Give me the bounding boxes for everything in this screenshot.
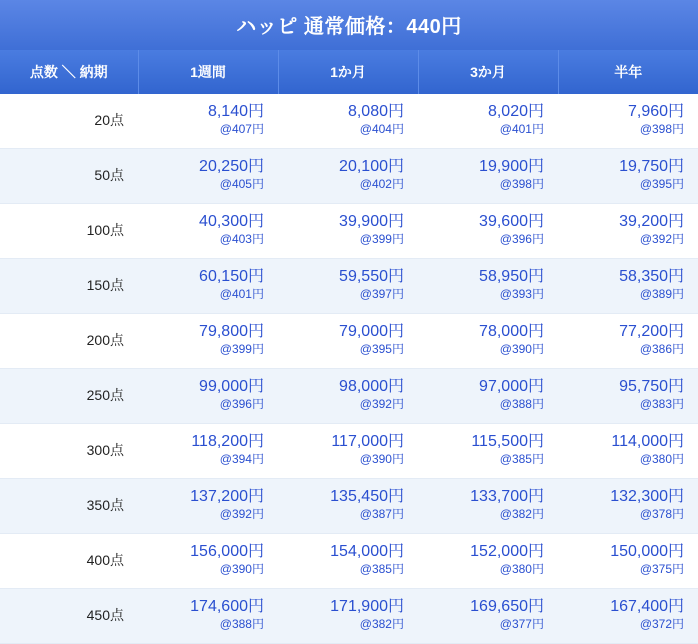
price-total: 152,000円 <box>470 542 544 560</box>
price-unit: @380円 <box>639 452 685 467</box>
price-unit: @383円 <box>639 397 685 412</box>
price-total: 171,900円 <box>330 597 404 615</box>
price-unit: @387円 <box>359 507 404 522</box>
price-unit: @399円 <box>359 232 404 247</box>
price-total: 19,900円 <box>479 157 544 175</box>
price-unit: @382円 <box>359 617 404 632</box>
price-cell <box>558 148 698 203</box>
price-unit: @390円 <box>219 562 264 577</box>
table-title: ハッピ 通常価格：440円 <box>0 0 698 50</box>
row-label: 50点 <box>0 148 138 203</box>
price-total: 169,650円 <box>470 597 544 615</box>
price-total: 79,000円 <box>339 322 404 340</box>
price-cell <box>418 203 558 258</box>
price-unit: @402円 <box>359 177 404 192</box>
price-total: 79,800円 <box>199 322 264 340</box>
price-unit: @382円 <box>499 507 544 522</box>
row-label: 150点 <box>0 258 138 313</box>
price-cell <box>138 478 278 533</box>
price-total: 114,000円 <box>611 432 685 450</box>
price-total: 115,500円 <box>471 432 544 450</box>
price-unit: @407円 <box>219 122 264 137</box>
table-title-row <box>0 0 698 50</box>
price-unit: @398円 <box>499 177 544 192</box>
price-cell <box>418 588 558 643</box>
price-total: 19,750円 <box>619 157 685 175</box>
price-cell <box>558 423 698 478</box>
price-cell <box>278 94 418 148</box>
price-unit: @380円 <box>499 562 544 577</box>
price-total: 117,000円 <box>331 432 404 450</box>
price-total: 167,400円 <box>610 597 685 615</box>
row-label: 200点 <box>0 313 138 368</box>
price-unit: @378円 <box>639 507 685 522</box>
price-unit: @389円 <box>639 287 685 302</box>
price-unit: @390円 <box>499 342 544 357</box>
price-total: 135,450円 <box>330 487 404 505</box>
price-total: 174,600円 <box>190 597 264 615</box>
table-row <box>0 148 698 203</box>
price-total: 137,200円 <box>190 487 264 505</box>
price-cell <box>418 368 558 423</box>
price-cell <box>138 313 278 368</box>
table-row <box>0 203 698 258</box>
price-total: 58,350円 <box>619 267 685 285</box>
price-unit: @396円 <box>499 232 544 247</box>
price-total: 133,700円 <box>470 487 544 505</box>
price-cell <box>418 313 558 368</box>
price-cell <box>138 203 278 258</box>
price-unit: @403円 <box>219 232 264 247</box>
price-total: 8,020円 <box>487 103 544 120</box>
price-total: 95,750円 <box>619 377 685 395</box>
price-total: 154,000円 <box>330 542 404 560</box>
price-total: 40,300円 <box>199 212 264 230</box>
price-cell <box>558 313 698 368</box>
price-total: 97,000円 <box>479 377 544 395</box>
price-unit: @393円 <box>499 287 544 302</box>
table-header-row <box>0 50 698 94</box>
price-cell <box>278 313 418 368</box>
price-unit: @392円 <box>359 397 404 412</box>
row-label: 400点 <box>0 533 138 588</box>
price-total: 39,200円 <box>619 212 685 230</box>
price-unit: @401円 <box>499 122 544 137</box>
price-cell <box>138 533 278 588</box>
price-cell <box>418 533 558 588</box>
price-cell <box>278 148 418 203</box>
row-label: 300点 <box>0 423 138 478</box>
header-column-1: 1か月 <box>278 50 418 94</box>
price-cell <box>558 203 698 258</box>
row-label: 450点 <box>0 588 138 643</box>
table-row <box>0 588 698 643</box>
price-cell <box>278 368 418 423</box>
table-row <box>0 258 698 313</box>
price-cell <box>138 423 278 478</box>
price-unit: @401円 <box>219 287 264 302</box>
price-total: 8,140円 <box>207 103 264 120</box>
price-total: 98,000円 <box>339 377 404 395</box>
price-cell <box>138 368 278 423</box>
price-total: 39,900円 <box>339 212 404 230</box>
header-column-2: 3か月 <box>418 50 558 94</box>
header-column-0: 1週間 <box>138 50 278 94</box>
price-unit: @392円 <box>219 507 264 522</box>
price-total: 39,600円 <box>479 212 544 230</box>
price-unit: @399円 <box>219 342 264 357</box>
row-label: 20点 <box>0 94 138 148</box>
price-cell <box>278 203 418 258</box>
price-cell <box>278 588 418 643</box>
price-unit: @385円 <box>359 562 404 577</box>
price-cell <box>418 148 558 203</box>
price-unit: @396円 <box>219 397 264 412</box>
price-cell <box>558 588 698 643</box>
row-label: 250点 <box>0 368 138 423</box>
price-cell <box>558 533 698 588</box>
price-unit: @385円 <box>499 452 544 467</box>
price-cell <box>278 478 418 533</box>
price-total: 156,000円 <box>190 542 264 560</box>
price-unit: @395円 <box>639 177 685 192</box>
price-cell <box>138 148 278 203</box>
price-cell <box>138 94 278 148</box>
price-unit: @394円 <box>219 452 264 467</box>
price-unit: @398円 <box>639 122 685 137</box>
row-label: 350点 <box>0 478 138 533</box>
price-cell <box>418 258 558 313</box>
price-unit: @392円 <box>639 232 685 247</box>
table-row <box>0 313 698 368</box>
price-unit: @372円 <box>639 617 685 632</box>
price-cell <box>278 533 418 588</box>
price-unit: @390円 <box>359 452 404 467</box>
price-total: 150,000円 <box>610 542 685 560</box>
price-total: 7,960円 <box>628 103 685 120</box>
price-cell <box>558 258 698 313</box>
price-cell <box>558 94 698 148</box>
table-row <box>0 368 698 423</box>
price-total: 59,550円 <box>339 267 404 285</box>
price-total: 132,300円 <box>610 487 685 505</box>
price-total: 118,200円 <box>191 432 264 450</box>
row-label: 100点 <box>0 203 138 258</box>
price-total: 20,100円 <box>339 157 404 175</box>
price-unit: @395円 <box>359 342 404 357</box>
table-row <box>0 478 698 533</box>
price-unit: @386円 <box>639 342 685 357</box>
price-unit: @388円 <box>499 397 544 412</box>
price-unit: @404円 <box>359 122 404 137</box>
header-corner-label: 点数 ＼ 納期 <box>0 50 138 94</box>
price-cell <box>558 368 698 423</box>
price-cell <box>138 258 278 313</box>
price-total: 77,200円 <box>619 322 685 340</box>
price-cell <box>278 258 418 313</box>
price-total: 8,080円 <box>347 103 404 120</box>
price-unit: @375円 <box>639 562 685 577</box>
price-cell <box>278 423 418 478</box>
price-cell <box>418 423 558 478</box>
table-row <box>0 533 698 588</box>
price-total: 78,000円 <box>479 322 544 340</box>
price-cell <box>418 94 558 148</box>
price-total: 60,150円 <box>199 267 264 285</box>
price-cell <box>138 588 278 643</box>
price-unit: @377円 <box>499 617 544 632</box>
price-cell <box>418 478 558 533</box>
price-unit: @397円 <box>359 287 404 302</box>
price-total: 99,000円 <box>199 377 264 395</box>
price-total: 58,950円 <box>479 267 544 285</box>
price-unit: @405円 <box>219 177 264 192</box>
table-row <box>0 94 698 148</box>
price-unit: @388円 <box>219 617 264 632</box>
price-cell <box>558 478 698 533</box>
header-column-3: 半年 <box>558 50 698 94</box>
price-total: 20,250円 <box>199 157 264 175</box>
table-row <box>0 423 698 478</box>
